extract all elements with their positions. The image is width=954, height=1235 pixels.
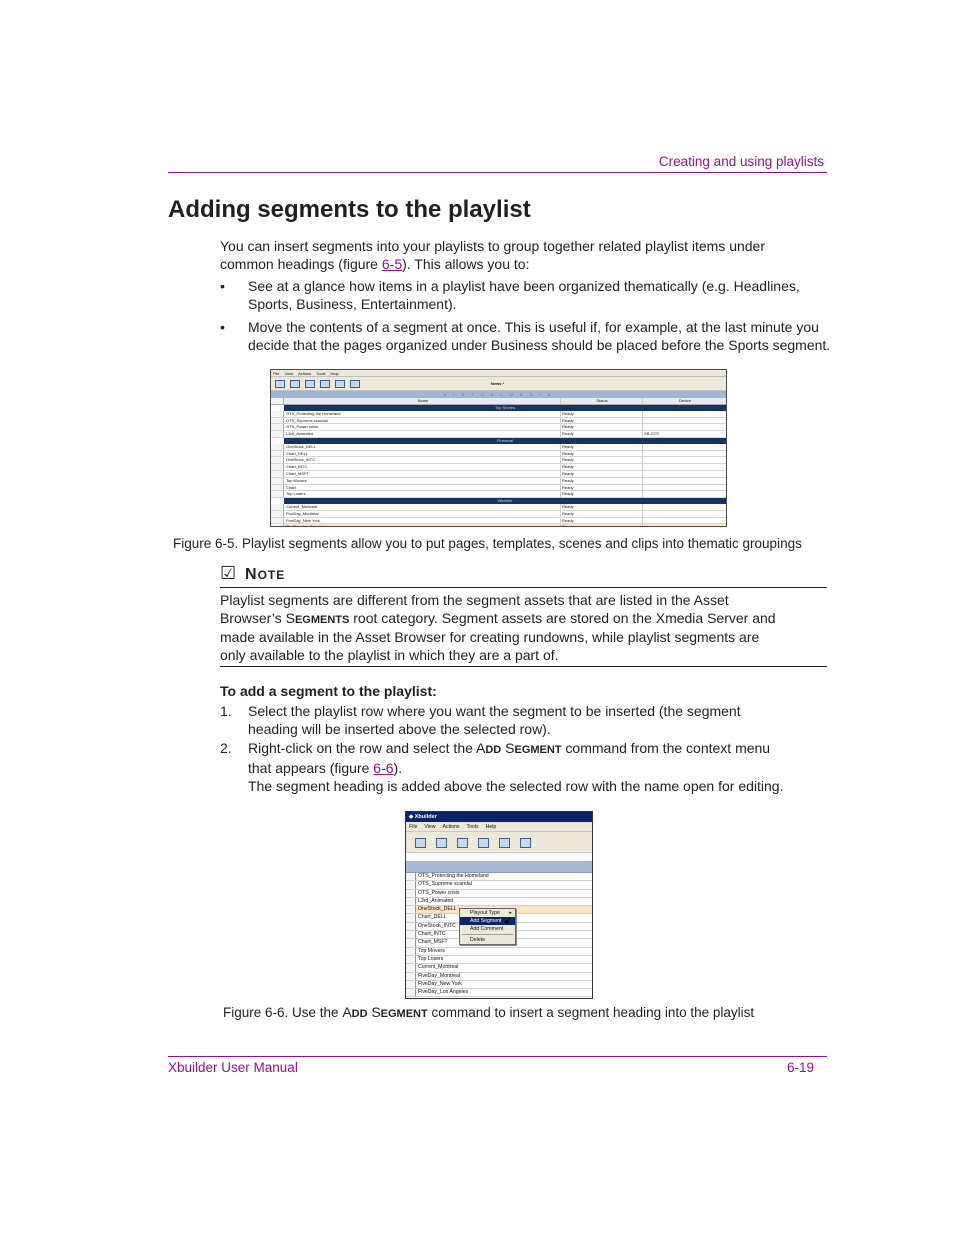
row-gutter [406,931,416,938]
row-device [643,491,726,497]
table-row[interactable] [406,956,592,964]
row-device: XB-OTS [644,431,659,437]
fig2-menubar [406,822,592,832]
fig1-menu-help[interactable]: Help [330,370,339,376]
bullet-marker: • [220,319,225,335]
fig1-menu-actions[interactable]: Actions [298,370,312,376]
row-status: Ready [561,411,643,417]
fig1-column-headers [271,398,726,405]
row-status: Ready [561,464,643,470]
bullet-1-line-1: See at a glance how items in a playlist have been organized thematically (e.g. Headlines, [248,278,800,294]
table-row[interactable] [271,478,726,485]
table-row[interactable] [406,981,592,989]
fig2-menu-help[interactable]: Help [485,823,497,830]
caption-add-initial: A [342,1004,352,1020]
save-icon[interactable] [457,838,468,848]
note-heading-rest: OTE [257,568,286,582]
intro-text: common headings (figure [220,255,382,272]
row-gutter [406,873,416,880]
row-name: Top Movers [284,478,561,484]
menu-separator [462,934,513,935]
row-status: Ready [561,424,643,430]
copy-icon[interactable] [478,838,489,848]
table-row[interactable] [271,451,726,458]
save-icon[interactable] [305,380,315,388]
segment-heading[interactable]: Weather [284,498,726,504]
row-status: Ready [561,444,643,450]
list-icon[interactable] [350,380,360,388]
row-gutter [406,948,416,955]
row-name: OneStock_INTC [284,457,561,463]
row-gutter [271,457,284,463]
row-name: OTS_Supreme scandal [284,418,561,424]
row-name: FiveDay_Los Angeles [418,989,469,996]
add-command-initial: A [476,740,486,756]
row-device [643,485,726,491]
fig1-col-name[interactable]: Name [284,398,561,404]
fig2-toolbar [406,832,592,853]
row-device [643,457,726,463]
row-status: Ready [561,511,643,517]
intro-line-1: You can insert segments into your playlists to group together related playlist items under [220,238,766,254]
row-gutter [271,504,284,510]
row-name: Chart_DELL [418,914,447,921]
fig2-spacer [406,853,592,862]
row-device [643,464,726,470]
menu-item-add-comment[interactable]: Add Comment [470,926,504,932]
note-line-3: made available in the Asset Browser for creating rundowns, while playlist segments are [220,629,760,645]
row-name: Chart_DELL [284,451,561,457]
procedure-heading: To add a segment to the playlist: [220,683,437,699]
menu-item-playout-type[interactable] [460,909,515,917]
row-device [643,451,726,457]
step-1-line-2: heading will be inserted above the selected row). [248,720,551,737]
table-row[interactable] [271,471,726,478]
note-body [220,592,776,664]
row-name: Current_Montreal [284,504,561,510]
row-name: Chart_INTC [284,464,561,470]
bullet-item [248,278,800,313]
table-row[interactable] [271,418,726,425]
row-name: L3rd_Animated [284,431,561,437]
row-gutter [406,956,416,963]
fig2-menu-file[interactable]: File [409,823,418,830]
fig2-menu-actions[interactable]: Actions [442,823,460,830]
table-row[interactable] [271,411,726,418]
step-2 [248,740,770,777]
row-gutter [271,491,284,497]
figure-6-6-screenshot [405,811,593,999]
table-row[interactable] [406,881,592,889]
row-name: L3rd_Animated [418,897,454,904]
step-1-line-1: Select the playlist row where you want the segment to be inserted (the segment [248,703,741,719]
row-device [643,444,726,450]
table-row[interactable] [406,989,592,997]
footer-rule [168,1056,827,1057]
figure-6-5-link[interactable]: 6-5 [381,255,403,272]
intro-paragraph [220,238,765,273]
table-row[interactable] [271,511,726,518]
row-status: Ready [561,457,643,463]
row-status: Ready [561,431,643,437]
running-header: Creating and using playlists [658,154,824,169]
row-gutter [406,981,416,988]
note-line-1: Playlist segments are different from the segment assets that are listed in the Asset [220,592,729,608]
open-icon[interactable] [290,380,300,388]
fig1-menu-tools[interactable]: Tools [316,370,326,376]
fig1-menu-view[interactable]: View [284,370,294,376]
row-gutter [406,923,416,930]
fig1-playlist-body [271,405,726,527]
row-status: Ready [561,524,643,527]
table-row[interactable] [271,457,726,464]
row-status: Ready [561,491,643,497]
bullet-marker: • [220,278,225,294]
row-gutter [406,939,416,946]
row-gutter [271,411,284,417]
step-2-line-2-end: ). [393,759,403,776]
fig1-menubar [271,370,726,377]
row-device [643,424,726,430]
fig1-col-status[interactable]: Status [561,398,643,404]
row-device [643,518,726,524]
step-number: 2. [220,740,232,756]
add-command-rest: DD [485,744,502,756]
row-name: FiveDay_Montreal [418,972,461,979]
new-icon[interactable] [415,838,426,848]
bullet-2-line-2: decide that the pages organized under Business should be placed before the Sports segment. [248,336,831,353]
row-device [643,478,726,484]
page-title: Adding segments to the playlist [168,196,531,223]
row-status: Ready [561,471,643,477]
row-name: Chart [284,485,561,491]
row-name: OTS_Power crisis [418,889,460,896]
segment-command-rest: EGMENT [514,744,562,756]
menu-item-add-segment[interactable]: Add Segment [460,917,515,925]
row-name: Chart_MSFT [284,471,561,477]
row-gutter [271,511,284,517]
row-status: Ready [561,518,643,524]
row-gutter [271,418,284,424]
table-row[interactable] [271,524,726,527]
step-2-text: Right-click on the row and select the [248,740,477,756]
row-gutter [271,524,284,527]
row-gutter [271,485,284,491]
app-icon: ◆ [409,814,415,820]
bullet-2-line-1: Move the contents of a segment at once. This is useful if, for example, at the last minute you [248,319,819,335]
bullet-item [248,319,830,354]
row-gutter [271,518,284,524]
row-gutter [271,471,284,477]
row-gutter [271,464,284,470]
segment-command-initial: S [505,740,515,756]
row-gutter [271,444,284,450]
table-row[interactable] [406,890,592,898]
intro-text-end: ). This allows you to: [402,255,530,272]
row-gutter [271,424,284,430]
row-device [643,418,726,424]
table-row[interactable] [271,491,726,498]
row-name: OneStock_DELL [418,906,457,913]
fig1-toolbar [271,377,726,391]
fig2-menu-view[interactable]: View [424,823,436,830]
segments-term-initial: S [285,609,295,626]
row-gutter [271,451,284,457]
fig2-window-title: Xbuilder [414,814,437,820]
table-row[interactable] [271,518,726,525]
fig2-menu-tools[interactable]: Tools [466,823,479,830]
table-row[interactable] [271,431,726,438]
row-name: FiveDay_New York [284,518,561,524]
note-top-rule [220,587,827,588]
caption-text-end: command to insert a segment heading into the playlist [427,1005,755,1020]
submenu-arrow-icon: ▸ [509,910,512,916]
segment-heading[interactable]: Top Stories [284,405,726,411]
row-gutter [406,898,416,905]
row-gutter [406,914,416,921]
table-row[interactable] [406,948,592,956]
row-gutter [406,989,416,996]
step-2-line-2 [248,760,770,778]
row-name: Top Losers [284,491,561,497]
table-row[interactable] [271,444,726,451]
row-status: Ready [561,485,643,491]
step-2-line-1 [248,740,770,760]
row-gutter [406,906,416,913]
step-2-text-end: command from the context menu [561,740,771,756]
row-status: Ready [561,451,643,457]
fig1-playlist-title: News * [491,381,505,386]
row-name: FiveDay_Montreal [284,511,561,517]
segment-heading[interactable]: Financial [284,438,726,444]
figure-6-6-caption [223,1004,754,1020]
row-name: Chart_MSFT [418,939,448,946]
footer-manual-title: Xbuilder User Manual [168,1060,298,1075]
caption-segment-rest: EGMENT [380,1008,428,1020]
checkbox-icon: ☑ [220,563,237,583]
intro-line-2 [220,256,765,274]
step-result: The segment heading is added above the selected row with the name open for editing. [248,778,784,794]
row-gutter [406,881,416,888]
caption-add-rest: DD [351,1008,368,1020]
menu-item-label: Playout Type [470,910,500,916]
paste-icon[interactable] [335,380,345,388]
row-name: Current_Montreal [418,964,459,971]
row-status: Ready [561,504,643,510]
table-row[interactable] [271,424,726,431]
figure-6-5-caption: Figure 6-5. Playlist segments allow you to put pages, templates, scenes and clips into thematic groupings [173,536,802,551]
context-menu [459,908,516,945]
row-device [643,411,726,417]
row-gutter [406,973,416,980]
paste-icon[interactable] [499,838,510,848]
row-gutter [406,890,416,897]
fig2-column-header [406,862,592,873]
open-icon[interactable] [436,838,447,848]
segments-term-rest: EGMENTS [294,613,350,626]
row-device [643,471,726,477]
row-status: Ready [561,478,643,484]
caption-segment-initial: S [371,1004,381,1020]
new-icon[interactable] [275,380,285,388]
row-name: OTS_Power crisis [284,424,561,430]
note-line-2-text: Browser’s [220,609,286,626]
row-name: OTS_Protecting the Homeland [418,873,489,879]
row-device [643,511,726,517]
row-gutter [271,431,284,437]
table-row[interactable] [406,964,592,972]
step-number: 1. [220,703,232,719]
bullet-1-line-2: Sports, Business, Entertainment). [248,295,457,312]
row-name: FiveDay_Los Angeles [284,524,561,527]
row-device [643,504,726,510]
row-name: OTS_Supreme scandal [418,881,472,888]
row-name: Top Losers [418,955,444,962]
row-name: OneStock_DELL [284,444,561,450]
step-1 [248,703,741,738]
fig1-banner: V I R T U A L M E D I A [271,391,726,398]
row-name: Chart_INTC [418,931,446,938]
fig1-col-device[interactable]: Device [678,398,692,403]
fig1-menu-file[interactable]: File [273,370,280,376]
figure-6-6-link[interactable]: 6-6 [373,759,394,776]
row-name: OTS_Protecting the Homeland [284,411,561,417]
table-row[interactable] [271,504,726,511]
row-gutter [271,478,284,484]
caption-text: Figure 6-6. Use the [223,1005,343,1020]
header-rule [168,172,827,173]
note-heading [245,566,285,584]
step-2-line-2-text: that appears (figure [248,759,374,776]
table-row[interactable] [406,873,592,881]
note-line-4: only available to the playlist in which they are a part of. [220,646,559,663]
note-heading-initial: N [245,566,258,583]
note-line-2 [220,610,776,630]
list-icon[interactable] [520,838,531,848]
row-status: Ready [561,418,643,424]
figure-6-5-screenshot [270,369,727,527]
footer-page-number: 6-19 [786,1060,814,1075]
copy-icon[interactable] [320,380,330,388]
table-row[interactable] [271,485,726,492]
table-row[interactable] [406,973,592,981]
row-device [643,524,726,527]
table-row[interactable] [406,898,592,906]
row-gutter [406,964,416,971]
row-name: FiveDay_New York [418,980,462,987]
fig2-titlebar [406,812,592,822]
menu-item-delete[interactable]: Delete [470,937,485,943]
row-name: OneStock_INTC [418,922,456,929]
table-row[interactable] [271,464,726,471]
note-bottom-rule [220,666,827,667]
note-line-2-end: root category. Segment assets are stored on the Xmedia Server and [349,609,776,626]
row-name: Top Movers [418,947,445,954]
